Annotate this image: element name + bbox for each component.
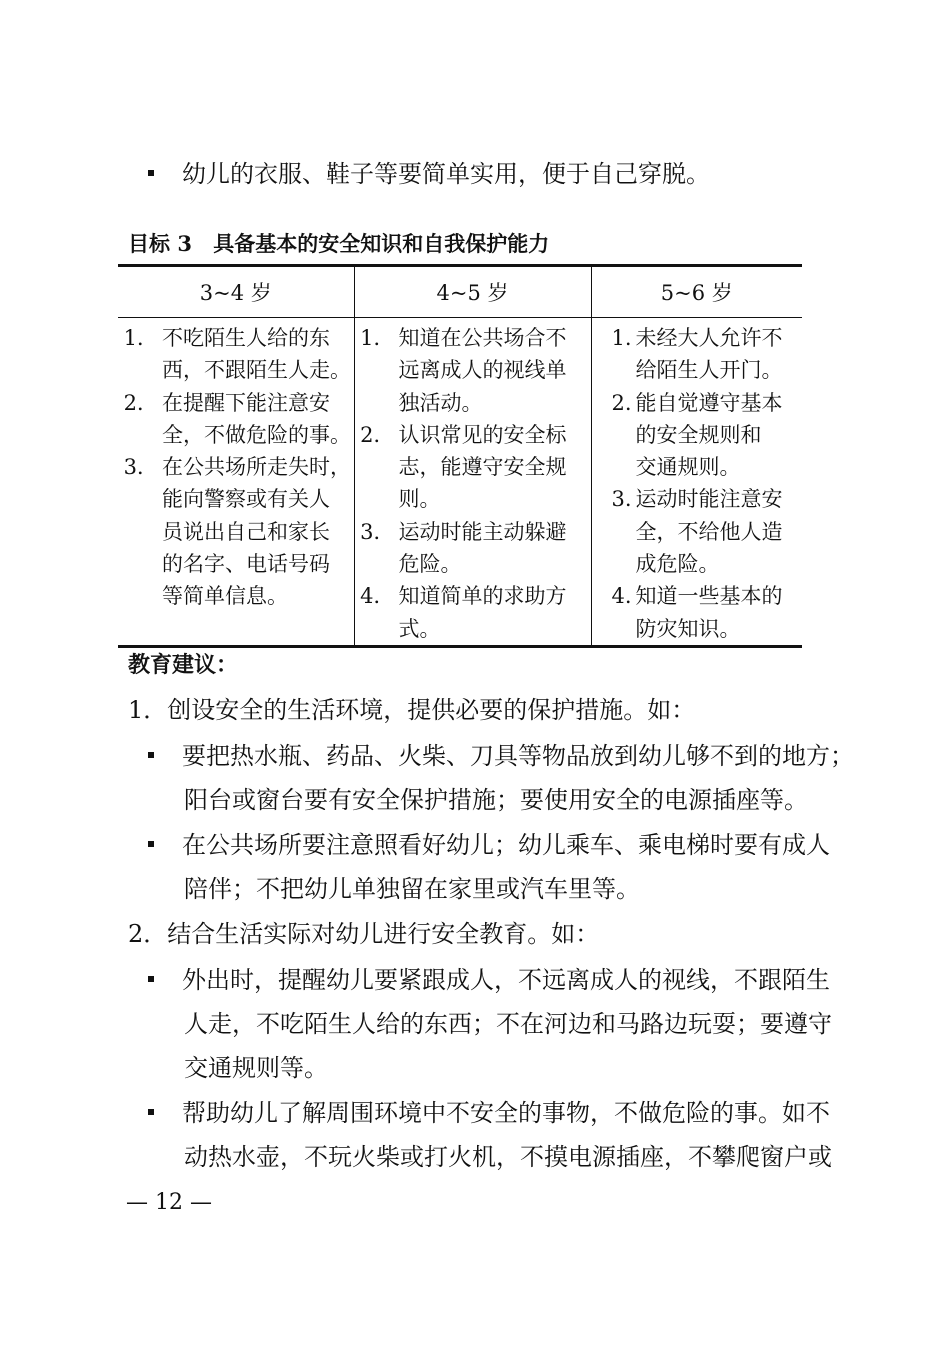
goal-number: 3 bbox=[177, 231, 192, 256]
table-cell-line: 能向警察或有关人 bbox=[162, 487, 330, 512]
table-cell-line: 1． 不吃陌生人给的东 bbox=[123, 326, 330, 350]
table-cell-line: 志，能遵守安全规 bbox=[398, 455, 567, 480]
table-cell-line: 全，不给他人造 bbox=[635, 519, 783, 544]
table-cell-line: 全，不做危险的事。 bbox=[162, 422, 351, 447]
table-cell-line: 西，不跟陌生人走。 bbox=[162, 358, 351, 383]
bullet-icon bbox=[148, 1109, 154, 1115]
table-cell-line: 则。 bbox=[398, 487, 441, 512]
table-cell-line: 危险。 bbox=[398, 552, 462, 577]
table-cell-line: 交通规则。 bbox=[635, 455, 741, 480]
numbered-item: 2．结合生活实际对幼儿进行安全教育。如： bbox=[128, 920, 600, 948]
table-cell-line: 的名字、电话号码 bbox=[162, 552, 330, 577]
goal-table bbox=[118, 264, 802, 648]
goal-label: 目标 bbox=[128, 232, 170, 256]
list-item: 在公共场所要注意照看好幼儿；幼儿乘车、乘电梯时要有成人 bbox=[148, 829, 830, 861]
list-item-continuation: 人走，不吃陌生人给的东西；不在河边和马路边玩耍；要遵守 bbox=[184, 1010, 832, 1038]
page-number: — 12 — bbox=[126, 1190, 212, 1215]
goal-title bbox=[128, 228, 549, 258]
table-cell-line: 给陌生人开门。 bbox=[635, 358, 783, 383]
goal-text: 具备基本的安全知识和自我保护能力 bbox=[213, 232, 550, 256]
list-item: 外出时，提醒幼儿要紧跟成人，不远离成人的视线，不跟陌生 bbox=[148, 964, 830, 996]
header-age-3-4: 3~4 岁 bbox=[118, 266, 354, 318]
section-heading: 教育建议： bbox=[128, 653, 239, 678]
table-cell-line: 成危险。 bbox=[635, 552, 720, 577]
numbered-item: 1．创设安全的生活环境，提供必要的保护措施。如： bbox=[128, 696, 696, 724]
table-cell-line: 3. 运动时能注意安 bbox=[611, 487, 783, 512]
table-cell-line: 4． 知道简单的求助方 bbox=[360, 584, 567, 609]
column-age-3-4 bbox=[118, 318, 354, 647]
table-cell-line: 员说出自己和家长 bbox=[162, 519, 330, 544]
column-age-5-6 bbox=[591, 318, 802, 647]
table-cell-line: 2． 认识常见的安全标 bbox=[360, 422, 567, 447]
table-cell-line: 2. 能自觉遵守基本 bbox=[611, 390, 783, 415]
list-item bbox=[148, 158, 710, 190]
table-cell-line: 1． 知道在公共场合不 bbox=[360, 326, 567, 350]
table-cell-line: 防灾知识。 bbox=[635, 616, 741, 641]
table-cell-line: 4. 知道一些基本的 bbox=[611, 584, 783, 609]
table-cell-line: 的安全规则和 bbox=[635, 422, 762, 447]
list-item-text: 幼儿的衣服、鞋子等要简单实用，便于自己穿脱。 bbox=[182, 160, 710, 188]
header-age-4-5: 4~5 岁 bbox=[354, 266, 591, 318]
table-cell-line: 3． 运动时能主动躲避 bbox=[360, 519, 567, 544]
table-cell-line: 1. 未经大人允许不 bbox=[611, 326, 783, 350]
column-age-4-5 bbox=[354, 318, 591, 647]
bullet-icon bbox=[148, 752, 154, 758]
header-age-5-6: 5~6 岁 bbox=[591, 266, 802, 318]
table-cell-line: 式。 bbox=[398, 616, 441, 641]
bullet-icon bbox=[148, 841, 154, 847]
list-item-continuation: 动热水壶，不玩火柴或打火机，不摸电源插座，不攀爬窗户或 bbox=[184, 1143, 832, 1171]
table-cell-line: 等简单信息。 bbox=[162, 584, 288, 609]
table-cell-line: 2． 在提醒下能注意安 bbox=[123, 390, 330, 415]
bullet-icon bbox=[148, 976, 154, 982]
list-item: 帮助幼儿了解周围环境中不安全的事物，不做危险的事。如不 bbox=[148, 1097, 830, 1129]
list-item-continuation: 陪伴；不把幼儿单独留在家里或汽车里等。 bbox=[184, 875, 640, 903]
table-cell-line: 3． 在公共场所走失时， bbox=[123, 455, 351, 480]
table-cell-line: 远离成人的视线单 bbox=[398, 358, 567, 383]
list-item-continuation: 阳台或窗台要有安全保护措施；要使用安全的电源插座等。 bbox=[184, 786, 808, 814]
list-item: 要把热水瓶、药品、火柴、刀具等物品放到幼儿够不到的地方； bbox=[148, 740, 854, 772]
table-cell-line: 独活动。 bbox=[398, 390, 483, 415]
bullet-icon bbox=[148, 170, 154, 176]
list-item-continuation: 交通规则等。 bbox=[184, 1054, 328, 1082]
